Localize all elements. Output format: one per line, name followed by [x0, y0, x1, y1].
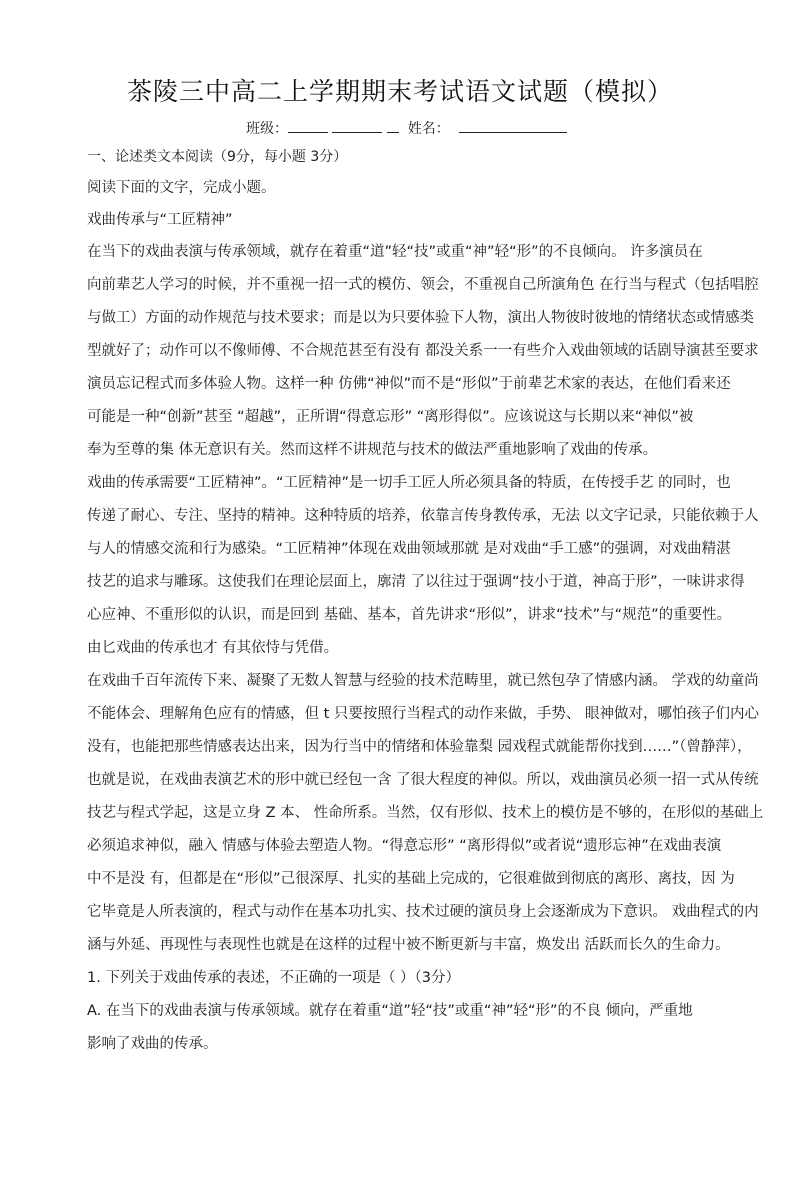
instruction-text: 阅读下面的文字，完成小题。 — [87, 180, 276, 196]
class-blank[interactable] — [288, 120, 328, 133]
text-line: 可能是一种“创新”甚至 “超越”，正所谓“得意忘形” “离形得似”。应该说这与长期以来“神似”被 — [87, 409, 694, 425]
class-blank-3[interactable] — [387, 120, 399, 133]
text-line: 不能体会、理解角色应有的情感，但 t 只要按照行当程式的动作来做，手势、 眼神做对，哪怕孩子们内心 — [87, 706, 760, 722]
text-line: 与做工）方面的动作规范与技术要求；而是以为只要体验下人物，演出人物彼时彼地的情绪状态或情感类 — [87, 310, 754, 326]
name-label: 姓名： — [407, 121, 450, 137]
class-label: 班级： — [246, 121, 288, 137]
class-name-line — [246, 118, 567, 138]
text-line: 技艺的追求与雕琢。这使我们在理论层面上，廓清 了以往过于强调“技小于道，神高于形”，一味讲求得 — [87, 574, 745, 590]
text-line: 与人的情感交流和行为感染。“工匠精神”体现在戏曲领域那就 是对戏曲“手工感”的强调，对戏曲精湛 — [87, 541, 731, 557]
option-a-line-2: 影响了戏曲的传承。 — [87, 1036, 218, 1052]
text-line: 没有，也能把那些情感表达出来，因为行当中的情绪和体验靠梨 园戏程式就能帮你找到……”（曾静萍）， — [87, 739, 752, 755]
text-line: 心应神、不重形似的认识，而是回到 基础、基本，首先讲求“形似”，讲求“技术”与“规范”的重要性。 — [87, 607, 732, 623]
page-title: 茶陵三中高二上学期期末考试语文试题（模拟） — [126, 77, 673, 106]
text-line: 向前辈艺人学习的时候，并不重视一招一式的模仿、领会，不重视自己所演角色 在行当与程式（包括唱腔 — [87, 277, 759, 293]
text-line: 中不是没 有，但都是在“形似”己很深厚、扎实的基础上完成的，它很难做到彻底的离形、离技，因 为 — [87, 871, 735, 887]
section-heading: 一、论述类文本阅读（9分，每小题 3分） — [87, 149, 348, 165]
text-line: 传递了耐心、专注、坚持的精神。这种特质的培养，依靠言传身教传承，无法 以文字记录，只能依赖于人 — [87, 508, 759, 524]
text-line: 技艺与程式学起，这是立身 Z 本、 性命所系。当然，仅有形似、技术上的模仿是不够的，在形似的基础上 — [87, 805, 764, 821]
text-line: 它毕竟是人所表演的，程式与动作在基本功扎实、技术过硬的演员身上会逐渐成为下意识。 戏曲程式的内 — [87, 904, 759, 920]
text-line: 戏曲的传承需要“工匠精神”。“工匠精神”是一切手工匠人所必须具备的特质，在传授手艺 的同时，也 — [87, 475, 731, 491]
text-line: 由匕戏曲的传承也才 有其依恃与凭借。 — [87, 640, 339, 656]
article-title: 戏曲传承与“工匠精神” — [87, 212, 233, 228]
text-line: 在戏曲千百年流传下来、凝聚了无数人智慧与经验的技术范畴里，就已然包孕了情感内涵。 学戏的幼童尚 — [87, 673, 759, 689]
text-line: 在当下的戏曲表演与传承领域，就存在着重“道”轻“技”或重“神”轻“形”的不良倾向。 许多演员在 — [87, 244, 703, 260]
text-line: 型就好了；动作可以不像师傅、不合规范甚至有没有 都没关系一一有些介入戏曲领域的话剧导演甚至要求 — [87, 343, 759, 359]
class-blank-2[interactable] — [332, 120, 382, 133]
text-line: 必须追求神似，融入 情感与体验去塑造人物。“得意忘形” “离形得似”或者说“遗形忘神”在戏曲表演 — [87, 838, 722, 854]
name-blank[interactable] — [459, 120, 567, 133]
text-line: 奉为至尊的集 体无意识有关。然而这样不讲规范与技术的做法严重地影响了戏曲的传承。 — [87, 442, 658, 458]
text-line: 也就是说，在戏曲表演艺术的形中就已经包一含 了很大程度的神似。所以，戏曲演员必须一招一式从传统 — [87, 772, 759, 788]
text-line: 演员忘记程式而多体验人物。这样一种 仿佛“神似”而不是“形似”于前辈艺术家的表达，在他们看来还 — [87, 376, 731, 392]
question-1-stem: 1. 下列关于戏曲传承的表述，不正确的一项是（ ）（3分） — [87, 970, 461, 986]
text-line: 涵与外延、再现性与表现性也就是在这样的过程屮被不断更新与丰富，焕发出 活跃而长久的生命力。 — [87, 937, 730, 953]
option-a-line-1: A. 在当下的戏曲表演与传承领域。就存在着重“道”轻“技”或重“神”轻“形”的不良 倾向，严重地 — [87, 1003, 693, 1019]
